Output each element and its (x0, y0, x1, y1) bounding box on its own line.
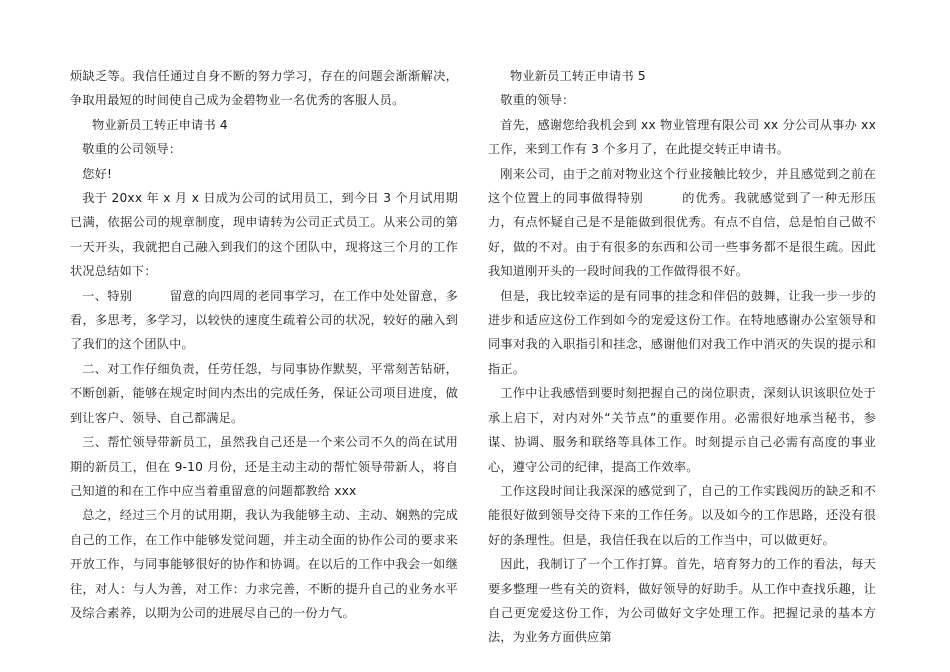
left-text-column (70, 64, 458, 625)
paragraph-continued: 烦缺乏等。我信任通过自身不断的努力学习，存在的问题会渐渐解决，争取用最短的时间使自己成为金碧物业一名优秀的客服人员。 (70, 69, 458, 108)
paragraph-plan: 因此，我制订了一个工作打算。首先，培育努力的工作的看法，每天要多整理一些有关的资料，做好领导的好助手。从工作中查找乐趣，让自己更宠爱这份工作，为公司做好文字处理工作。把握记录的基本方法，为业务方面供应第 (488, 557, 876, 645)
salutation: 敬重的领导： (500, 93, 575, 108)
section-title-5: 物业新员工转正申请书 5 (509, 69, 646, 83)
paragraph-thanks: 首先，感谢您给我机会到 xx 物业管理有限公司 xx 分公司从事办 xx 工作，来到工作有 3 个多月了，在此提交转正申请书。 (488, 117, 876, 157)
paragraph-point-1: 一、特别 留意的向四周的老同事学习，在工作中处处留意，多看，多思考，多学习，以较快的速度生疏着公司的状况，较好的融入到了我们的这个团队中。 (70, 288, 458, 352)
salutation: 敬重的公司领导： (82, 142, 182, 157)
paragraph-duties: 工作中让我感悟到要时刻把握自己的岗位职责，深刻认识该职位处于承上启下，对内对外“关节点”的重要作用。必需很好地承当秘书，参谋、协调、服务和联络等具体工作。时刻提示自己必需有高度的事业心，遵守公司的纪律，提高工作效率。 (488, 386, 876, 474)
paragraph-reflection: 工作这段时间让我深深的感觉到了，自己的工作实践阅历的缺乏和不能很好做到领导交待下来的工作任务。以及如今的工作思路，还没有很好的条理性。但是，我信任我在以后的工作当中，可以做更好。 (488, 483, 876, 547)
paragraph-beginning: 刚来公司，由于之前对物业这个行业接触比较少，并且感觉到之前在这个位置上的同事做得特别 的优秀。我就感觉到了一种无形压力，有点怀疑自己是不是能做到很优秀。有点不自信，总是怕自己做不好，做的不对。由于有很多的东西和公司一些事务都不是很生疏。因此我知道刚开头的一段时间我的工作做得很不好。 (488, 166, 876, 279)
paragraph-intro: 我于 20xx 年 x 月 x 日成为公司的试用员工，到今日 3 个月试用期已满，依据公司的规章制度，现申请转为公司正式员工。从来公司的第一天开头，我就把自己融入到我们的这个团队中，现将这三个月的工作状况总结如下： (70, 191, 458, 279)
paragraph-summary: 总之，经过三个月的试用期，我认为我能够主动、主动、娴熟的完成自己的工作，在工作中能够发觉问题，并主动全面的协作公司的要求来开放工作，与同事能够很好的协作和协调。在以后的工作中我会一如继往，对人：与人为善，对工作：力求完善，不断的提升自己的业务水平及综合素养，以期为公司的进展尽自己的一份力气。 (70, 508, 458, 620)
paragraph-encouragement: 但是，我比较幸运的是有同事的挂念和伴侣的鼓舞，让我一步一步的进步和适应这份工作到如今的宠爱这份工作。在特地感谢办公室领导和同事对我的入职指引和挂念，感谢他们对我工作中消灭的失误的提示和指正。 (488, 288, 876, 376)
greeting: 您好! (82, 166, 113, 181)
paragraph-point-3: 三、帮忙领导带新员工，虽然我自己还是一个来公司不久的尚在试用期的新员工，但在 9-10 月份，还是主动主动的帮忙领导带新人，将自己知道的和在工作中应当着重留意的问题都教给 xxx (70, 435, 458, 498)
paragraph-point-2: 二、对工作仔细负责，任劳任怨，与同事协作默契，平常刻苦钻研，不断创新，能够在规定时间内杰出的完成任务，保证公司项目进度，做到让客户、领导、自己都满足。 (70, 361, 458, 425)
section-title-4: 物业新员工转正申请书 4 (91, 117, 228, 132)
right-text-column (488, 64, 876, 650)
